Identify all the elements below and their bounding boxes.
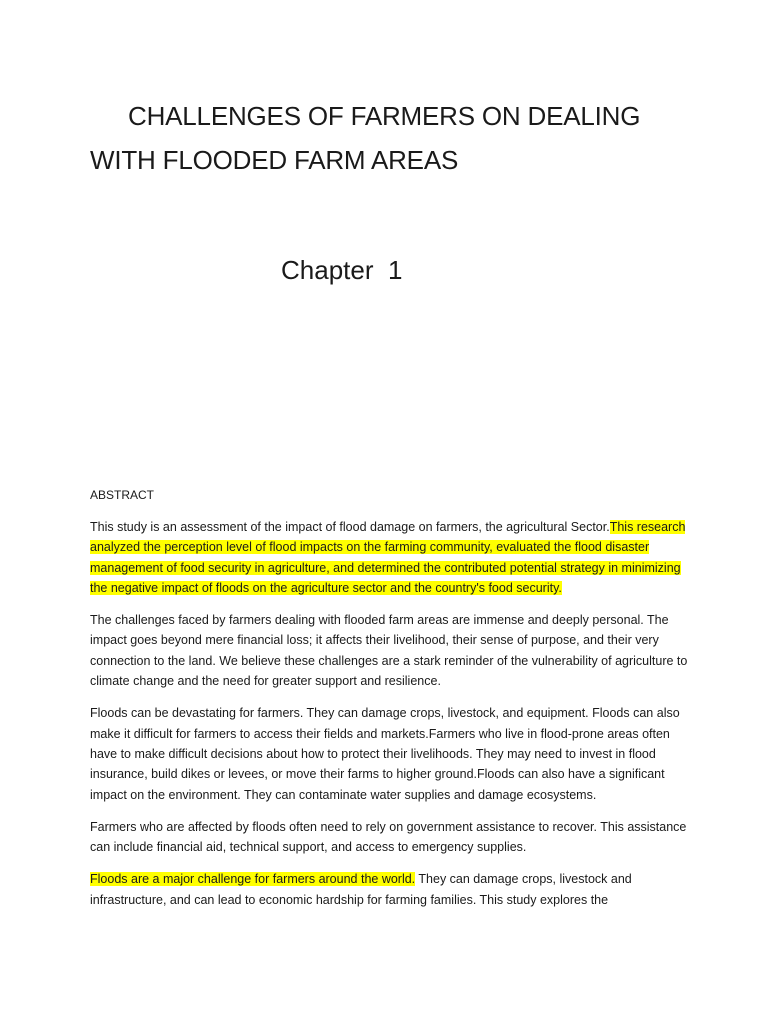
- chapter-heading: Chapter 1: [281, 255, 403, 285]
- paragraph-1: [90, 517, 690, 598]
- document-title: CHALLENGES OF FARMERS ON DEALING WITH FLOODED FARM AREAS: [90, 101, 641, 175]
- paragraph-3: Floods can be devastating for farmers. They can damage crops, livestock, and equipment. Floods can also make it difficult for farmers to access their fields and markets.Farmers who live in flood-prone areas often have to make difficult decisions about how to protect their livelihoods. They may need to invest in flood insurance, build dikes or levees, or move their farms to higher ground.Floods can also have a significant impact on the environment. They can contaminate water supplies and damage ecosystems.: [90, 706, 680, 802]
- paragraph-1-text: This study is an assessment of the impact of flood damage on farmers, the agricultural Sector.: [90, 520, 610, 534]
- highlighted-text: This research analyzed the perception level of flood impacts on the farming community, evaluated the flood disaster management of food security in agriculture, and determined the contributed potential strategy in minimizing the negative impact of floods on the agriculture sector and the country's food security.: [90, 520, 686, 595]
- highlighted-text: Floods are a major challenge for farmers around the world.: [90, 872, 416, 887]
- paragraph-5: [90, 869, 690, 910]
- abstract-body: [90, 517, 690, 922]
- paragraph-5-text: They can damage crops, livestock and infrastructure, and can lead to economic hardship for farming families. This study explores the: [90, 872, 632, 907]
- paragraph-4: Farmers who are affected by floods often need to rely on government assistance to recover. This assistance can include financial aid, technical support, and access to emergency supplies.: [90, 819, 687, 855]
- abstract-label: ABSTRACT: [90, 488, 155, 502]
- paragraph-2: The challenges faced by farmers dealing with flooded farm areas are immense and deeply personal. The impact goes beyond mere financial loss; it affects their livelihood, their sense of purpose, and their very connection to the land. We believe these challenges are a stark reminder of the vulnerability of agriculture to climate change and the need for greater support and resilience.: [90, 613, 688, 689]
